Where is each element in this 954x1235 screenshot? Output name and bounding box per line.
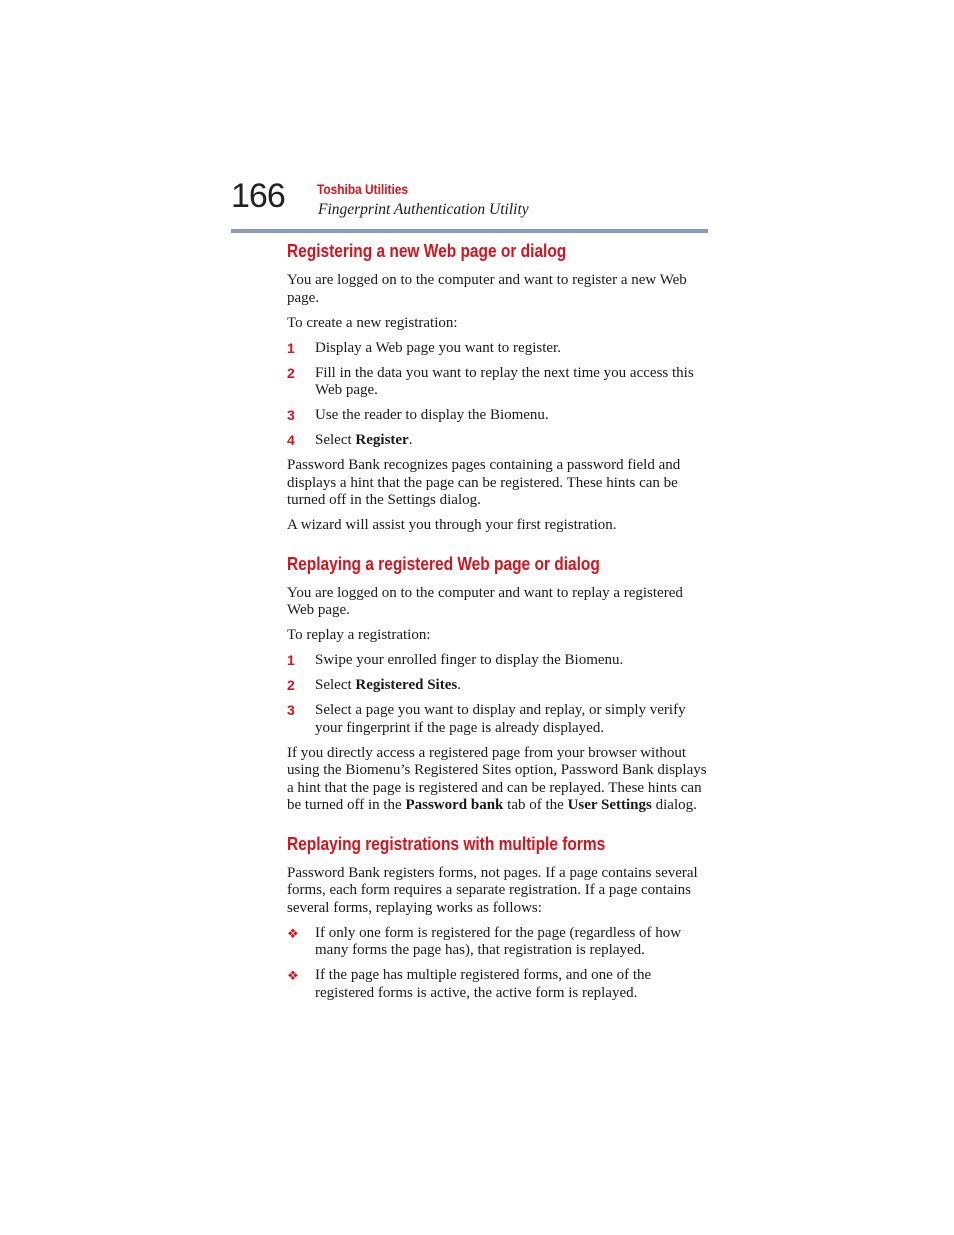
diamond-bullet-icon: ❖ [287,925,299,941]
section-heading: Registering a new Web page or dialog [287,241,567,261]
page-number: 166 [231,177,285,215]
step-number: 1 [287,652,295,668]
paragraph: To create a new registration: [287,314,458,331]
bullet-text: If the page has multiple registered forms, and one of the registered forms is active, the active form is replayed. [315,967,652,1001]
bullet-text: If only one form is registered for the page (regardless of how many forms the page has), that registration is replayed. [315,924,682,958]
bold-term: Registered Sites [355,677,458,693]
paragraph: You are logged on to the computer and want to replay a registered Web page. [287,584,683,618]
list-item [287,652,708,670]
step-number: 2 [287,677,295,693]
section-heading: Replaying registrations with multiple forms [287,833,606,854]
step-text: Display a Web page you want to register. [315,339,561,356]
list-item [287,967,708,1002]
step-number: 3 [287,407,295,423]
paragraph: Password Bank registers forms, not pages. If a page contains several forms, each form requires a separate registration. If a page contains several forms, replaying works as follows: [287,864,698,916]
diamond-bullet-icon: ❖ [287,968,299,983]
paragraph: Password Bank recognizes pages containing a password field and displays a hint that the page can be registered. These hints can be turned off in the Settings dialog. [287,457,681,508]
page-body [287,239,708,1010]
list-item [287,432,708,450]
step-text: Select Register. [315,432,413,448]
step-text: Fill in the data you want to replay the next time you access this Web page. [315,364,694,398]
list-item [287,365,708,400]
bold-term: Register [355,432,409,448]
step-text: Swipe your enrolled finger to display the Biomenu. [315,652,624,668]
paragraph: If you directly access a registered page from your browser without using the Biomenu’s Registered Sites option, Password Bank displays a hint that the page is registered and can be replayed. These hints can be turned off in the Password bank tab of the User Settings dialog. [287,744,707,813]
step-number: 4 [287,432,295,448]
list-item [287,925,708,960]
list-item [287,702,708,737]
paragraph: You are logged on to the computer and want to register a new Web page. [287,272,687,306]
step-number: 3 [287,702,295,718]
header-rule [231,229,708,233]
paragraph: A wizard will assist you through your first registration. [287,517,617,533]
bold-term: Password bank [405,797,504,813]
running-head-chapter: Toshiba Utilities [317,181,409,197]
step-number: 2 [287,364,295,381]
step-text: Select Registered Sites. [315,677,461,693]
list-item [287,340,708,358]
bold-term: User Settings [567,797,652,813]
paragraph: To replay a registration: [287,627,431,643]
list-item [287,677,708,695]
step-text: Select a page you want to display and replay, or simply verify your fingerprint if the page is already displayed. [315,702,686,736]
step-number: 1 [287,339,295,356]
section-heading: Replaying a registered Web page or dialog [287,553,600,574]
running-head-section: Fingerprint Authentication Utility [318,201,529,218]
list-item [287,407,708,425]
step-text: Use the reader to display the Biomenu. [315,407,549,423]
